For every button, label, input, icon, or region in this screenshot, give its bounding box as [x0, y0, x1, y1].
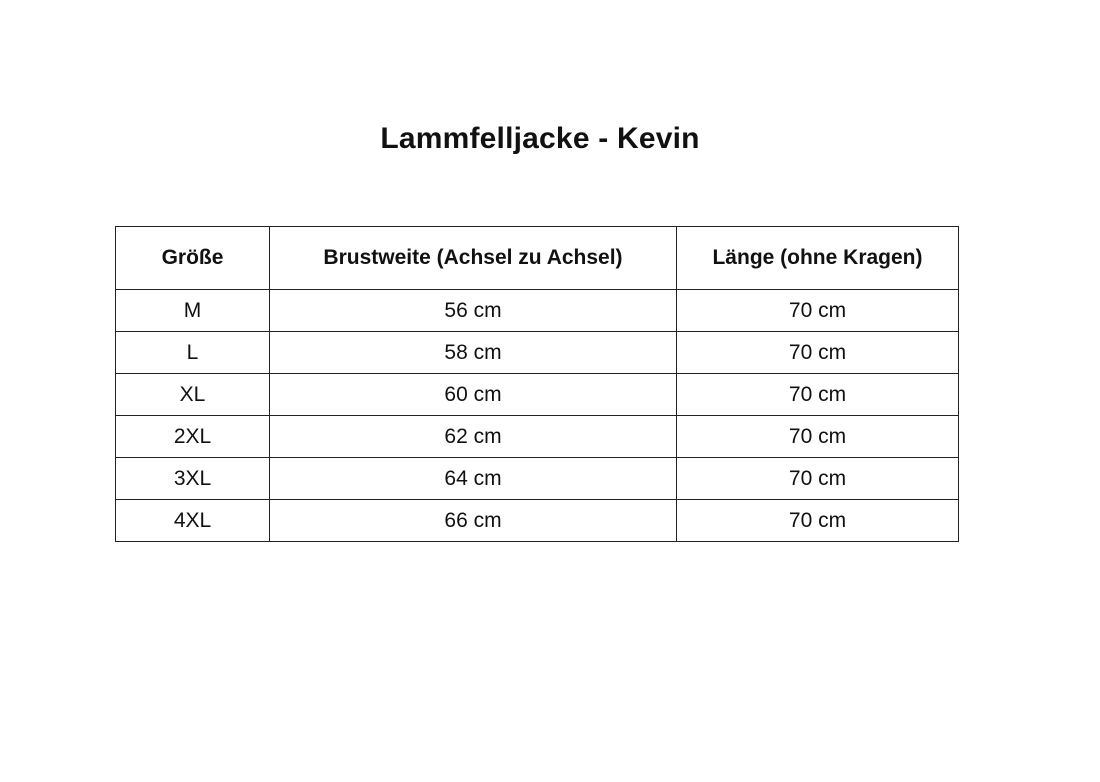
cell-size: 3XL	[116, 458, 270, 500]
cell-chest-width: 62 cm	[270, 416, 677, 458]
cell-length: 70 cm	[677, 416, 959, 458]
size-chart-table	[115, 226, 959, 542]
table-header	[116, 227, 959, 290]
page-title: Lammfelljacke - Kevin	[380, 122, 700, 155]
cell-size: 4XL	[116, 500, 270, 542]
cell-chest-width: 66 cm	[270, 500, 677, 542]
cell-chest-width: 60 cm	[270, 374, 677, 416]
table-body	[116, 290, 959, 542]
table-row	[116, 416, 959, 458]
table-row	[116, 500, 959, 542]
cell-length: 70 cm	[677, 374, 959, 416]
table-row	[116, 290, 959, 332]
cell-chest-width: 58 cm	[270, 332, 677, 374]
header-length: Länge (ohne Kragen)	[677, 227, 959, 290]
table-row	[116, 374, 959, 416]
table-header-row	[116, 227, 959, 290]
table-row	[116, 332, 959, 374]
cell-size: XL	[116, 374, 270, 416]
cell-length: 70 cm	[677, 458, 959, 500]
cell-chest-width: 64 cm	[270, 458, 677, 500]
cell-length: 70 cm	[677, 290, 959, 332]
cell-size: M	[116, 290, 270, 332]
header-size: Größe	[116, 227, 270, 290]
cell-size: L	[116, 332, 270, 374]
cell-length: 70 cm	[677, 332, 959, 374]
cell-chest-width: 56 cm	[270, 290, 677, 332]
cell-length: 70 cm	[677, 500, 959, 542]
header-chest-width: Brustweite (Achsel zu Achsel)	[270, 227, 677, 290]
cell-size: 2XL	[116, 416, 270, 458]
table-row	[116, 458, 959, 500]
